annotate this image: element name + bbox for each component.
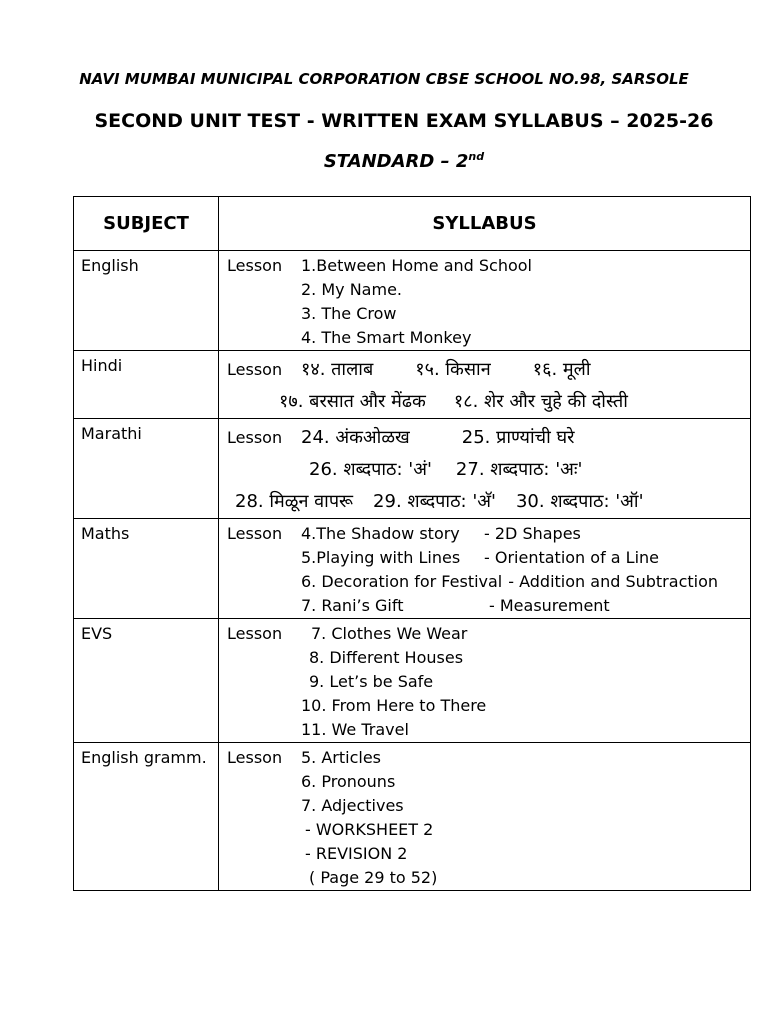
lesson-topic: - 2D Shapes — [484, 524, 581, 543]
lesson-item: 27. शब्दपाठ: 'अः' — [455, 459, 583, 480]
syllabus-cell — [219, 419, 751, 519]
syllabus-header: SYLLABUS — [219, 197, 751, 251]
lesson-item: १४. तालाब — [301, 359, 374, 380]
syllabus-cell — [219, 619, 751, 743]
lesson-item: 1.Between Home and School — [301, 256, 532, 275]
lesson-item: 2. My Name. — [301, 280, 402, 299]
table-row-english-grammar — [74, 743, 751, 891]
standard-title — [0, 150, 768, 172]
subject-cell: Maths — [74, 519, 219, 619]
subject-cell: English gramm. — [74, 743, 219, 891]
standard-text: STANDARD – 2 — [323, 151, 469, 172]
lesson-item: 11. We Travel — [301, 720, 409, 739]
syllabus-table — [73, 196, 751, 891]
lesson-item: - REVISION 2 — [305, 844, 408, 863]
lesson-topic: - Orientation of a Line — [484, 548, 660, 567]
exam-title: SECOND UNIT TEST - WRITTEN EXAM SYLLABUS – 2025-26 — [94, 110, 714, 132]
lesson-label: Lesson — [227, 256, 283, 275]
lesson-item: 3. The Crow — [301, 304, 397, 323]
table-row-english — [74, 251, 751, 351]
lesson-item: 10. From Here to There — [301, 696, 487, 715]
lesson-topic: - Measurement — [489, 596, 610, 615]
syllabus-cell — [219, 519, 751, 619]
subject-cell: English — [74, 251, 219, 351]
table-header-row — [74, 197, 751, 251]
lesson-item: 25. प्राण्यांची घरे — [461, 427, 575, 448]
lesson-item: १८. शेर और चुहे की दोस्ती — [453, 391, 628, 412]
syllabus-cell — [219, 743, 751, 891]
lesson-item: 29. शब्दपाठ: 'अ‍ॅ' — [373, 491, 496, 512]
lesson-label: Lesson — [227, 524, 283, 543]
lesson-item: १६. मूली — [532, 359, 591, 380]
lesson-item: 26. शब्दपाठ: 'अं' — [309, 459, 432, 480]
lesson-item: १५. किसान — [415, 359, 491, 380]
lesson-item: ( Page 29 to 52) — [309, 868, 438, 887]
lesson-label: Lesson — [227, 428, 283, 447]
lesson-item: 6. Pronouns — [301, 772, 396, 791]
lesson-item: 5. Articles — [301, 748, 382, 767]
lesson-item: 4. The Smart Monkey — [301, 328, 472, 347]
syllabus-cell — [219, 251, 751, 351]
table-row-hindi — [74, 351, 751, 419]
school-name: NAVI MUMBAI MUNICIPAL CORPORATION CBSE SCHOOL NO.98, SARSOLE — [79, 70, 689, 88]
lesson-label: Lesson — [227, 360, 283, 379]
lesson-item: 9. Let’s be Safe — [309, 672, 434, 691]
lesson-item: 7. Rani’s Gift — [301, 596, 404, 615]
lesson-item: 24. अंकओळख — [301, 427, 410, 448]
lesson-item: 4.The Shadow story — [301, 524, 460, 543]
table-row-marathi — [74, 419, 751, 519]
lesson-item: 28. मिळून वापरू — [235, 491, 354, 512]
standard-suffix: nd — [468, 150, 485, 163]
lesson-item: - WORKSHEET 2 — [305, 820, 434, 839]
table-row-maths — [74, 519, 751, 619]
lesson-item: १७. बरसात और मेंढक — [279, 391, 426, 412]
lesson-topic: - Addition and Subtraction — [508, 572, 719, 591]
lesson-item: 5.Playing with Lines — [301, 548, 461, 567]
lesson-item: 7. Adjectives — [301, 796, 404, 815]
subject-cell: Hindi — [74, 351, 219, 419]
lesson-label: Lesson — [227, 748, 283, 767]
lesson-item: 30. शब्दपाठ: 'ऑ' — [515, 491, 644, 512]
lesson-item: 7. Clothes We Wear — [311, 624, 468, 643]
lesson-item: 8. Different Houses — [309, 648, 464, 667]
table-row-evs — [74, 619, 751, 743]
lesson-item: 6. Decoration for Festival — [301, 572, 503, 591]
subject-header: SUBJECT — [74, 197, 219, 251]
subject-cell: EVS — [74, 619, 219, 743]
syllabus-cell — [219, 351, 751, 419]
lesson-label: Lesson — [227, 624, 283, 643]
subject-cell: Marathi — [74, 419, 219, 519]
